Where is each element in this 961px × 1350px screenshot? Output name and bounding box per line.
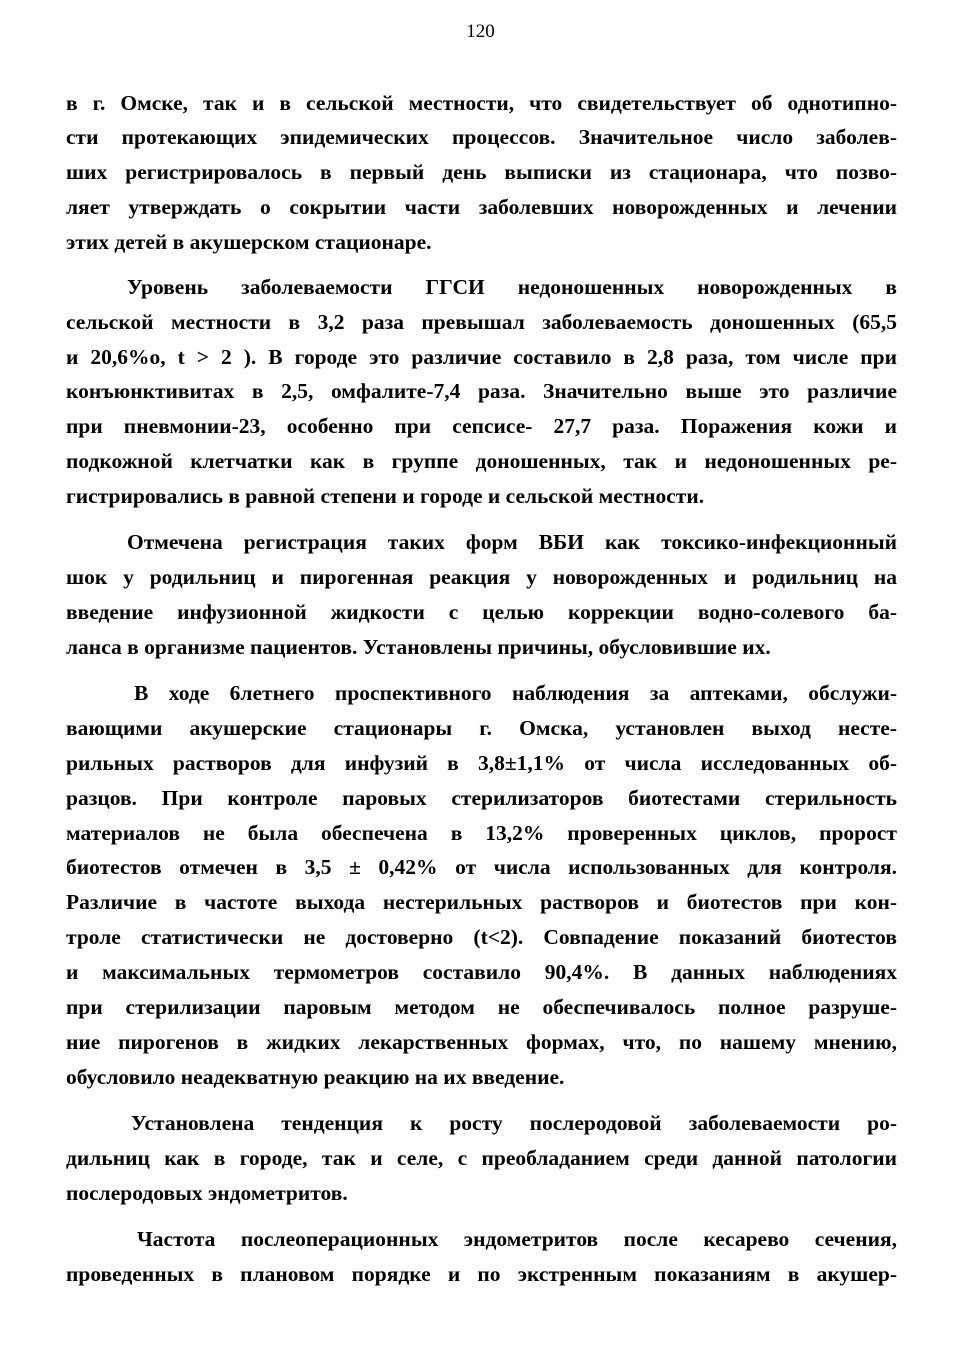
- paragraph-5-line-3: послеродовых эндометритов.: [66, 1181, 348, 1205]
- paragraph-2-line-2: сельской местности в 3,2 раза превышал заболеваемость доношенных (65,5: [66, 310, 897, 334]
- page-number: 120: [466, 21, 495, 42]
- paragraph-6-line-1: Частота послеоперационных эндометритов после кесарево сечения,: [137, 1227, 897, 1251]
- paragraph-3-line-2: шок у родильниц и пирогенная реакция у новорожденных и родильниц на: [66, 565, 897, 589]
- paragraph-5-line-1: Установлена тенденция к росту послеродовой заболеваемости ро-: [131, 1111, 897, 1135]
- paragraph-4-line-10: при стерилизации паровым методом не обеспечивалось полное разруше-: [66, 995, 897, 1019]
- paragraph-1-line-2: сти протекающих эпидемических процессов. Значительное число заболев-: [66, 125, 897, 149]
- paragraph-2-line-3: и 20,6%о, t > 2 ). В городе это различие составило в 2,8 раза, том числе при: [66, 345, 897, 369]
- paragraph-4-line-4: разцов. При контроле паровых стерилизаторов биотестами стерильность: [66, 786, 897, 810]
- paragraph-4-line-3: рильных растворов для инфузий в 3,8±1,1% от числа исследованных об-: [66, 751, 897, 775]
- paragraph-2-line-6: подкожной клетчатки как в группе доношенных, так и недоношенных ре-: [66, 449, 897, 473]
- paragraph-4-line-8: троле статистически не достоверно (t<2). Совпадение показаний биотестов: [66, 925, 897, 949]
- paragraph-3-line-1: Отмечена регистрация таких форм ВБИ как токсико-инфекционный: [127, 530, 897, 554]
- paragraph-2-line-4: конъюнктивитах в 2,5, омфалите-7,4 раза. Значительно выше это различие: [66, 379, 897, 403]
- paragraph-4-line-6: биотестов отмечен в 3,5 ± 0,42% от числа использованных для контроля.: [66, 855, 897, 879]
- paragraph-1-line-1: в г. Омске, так и в сельской местности, что свидетельствует об однотипно-: [66, 91, 897, 115]
- paragraph-4-line-1: В ходе 6летнего проспективного наблюдения за аптеками, обслужи-: [134, 681, 897, 705]
- paragraph-1-line-4: ляет утверждать о сокрытии части заболевших новорожденных и лечении: [66, 195, 897, 219]
- paragraph-2-line-1: Уровень заболеваемости ГГСИ недоношенных новорожденных в: [127, 275, 897, 299]
- paragraph-6-line-2: проведенных в плановом порядке и по экстренным показаниям в акушер-: [66, 1262, 897, 1286]
- paragraph-3-line-3: введение инфузионной жидкости с целью коррекции водно-солевого ба-: [66, 600, 897, 624]
- paragraph-4-line-5: материалов не была обеспечена в 13,2% проверенных циклов, пророст: [66, 821, 897, 845]
- paragraph-4-line-9: и максимальных термометров составило 90,4%. В данных наблюдениях: [66, 960, 897, 984]
- paragraph-4-line-12: обусловило неадекватную реакцию на их введение.: [66, 1065, 565, 1089]
- paragraph-3-line-4: ланса в организме пациентов. Установлены причины, обусловившие их.: [66, 635, 771, 659]
- paragraph-4-line-2: вающими акушерские стационары г. Омска, установлен выход несте-: [66, 716, 897, 740]
- paragraph-2-line-5: при пневмонии-23, особенно при сепсисе- 27,7 раза. Поражения кожи и: [66, 414, 897, 438]
- paragraph-2-line-7: гистрировались в равной степени и городе и сельской местности.: [66, 484, 705, 508]
- paragraph-1-line-5: этих детей в акушерском стационаре.: [66, 230, 432, 254]
- paragraph-4-line-7: Различие в частоте выхода нестерильных растворов и биотестов при кон-: [66, 890, 897, 914]
- paragraph-1-line-3: ших регистрировалось в первый день выписки из стационара, что позво-: [66, 160, 897, 184]
- paragraph-5-line-2: дильниц как в городе, так и селе, с преобладанием среди данной патологии: [66, 1146, 897, 1170]
- paragraph-4-line-11: ние пирогенов в жидких лекарственных формах, что, по нашему мнению,: [66, 1030, 897, 1054]
